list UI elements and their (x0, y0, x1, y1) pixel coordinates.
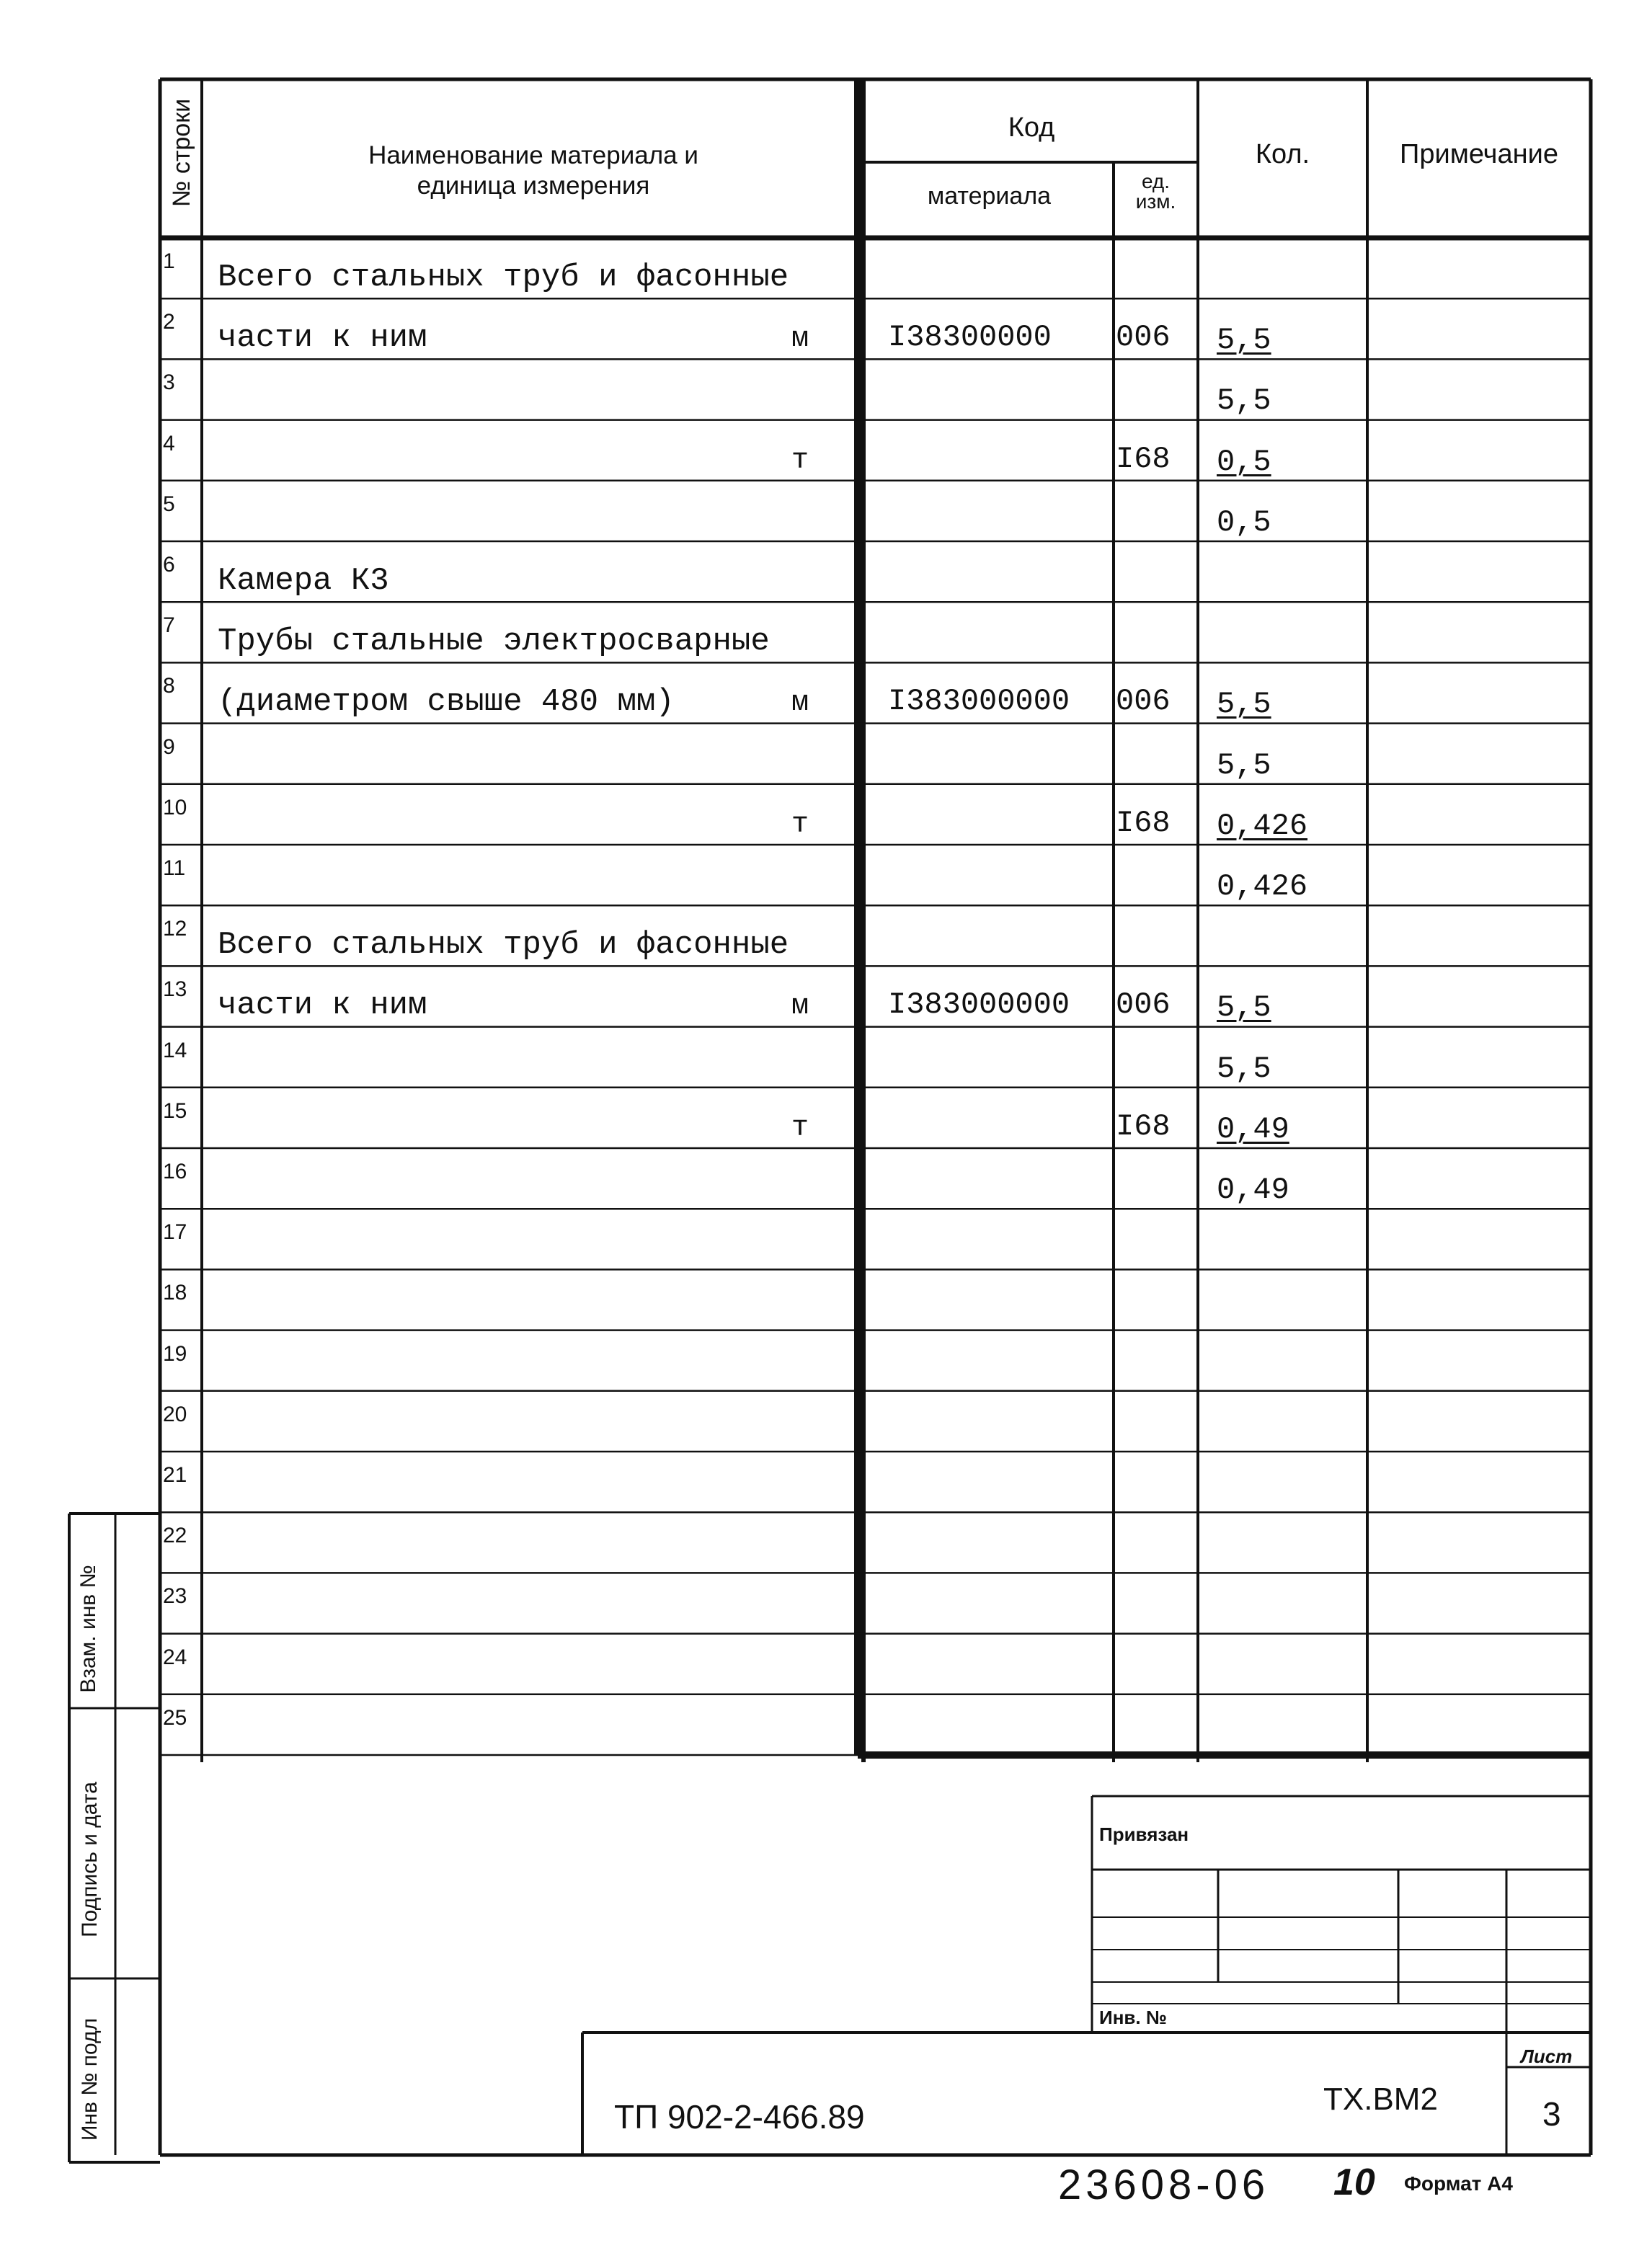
quantity: 0,426 (1217, 808, 1308, 843)
row-number: 20 (163, 1402, 187, 1426)
row-number: 18 (163, 1281, 187, 1305)
material-name: Трубы стальные электросварные (218, 623, 770, 660)
material-code: I38300000 (888, 320, 1052, 355)
row-number: 4 (163, 431, 175, 456)
footer-archive-number: 23608-06 (1058, 2162, 1270, 2208)
row-number: 24 (163, 1645, 187, 1669)
material-unit: т (791, 808, 809, 841)
material-code: I383000000 (888, 684, 1070, 719)
unit-code: 006 (1116, 987, 1171, 1023)
material-name: части к ним (218, 320, 427, 357)
row-number: 22 (163, 1524, 187, 1548)
material-name: части к ним (218, 987, 427, 1024)
title-mark: ТХ.ВМ2 (1323, 2082, 1438, 2117)
material-unit: т (791, 1111, 809, 1145)
row-number: 12 (163, 917, 187, 941)
quantity: 5,5 (1217, 990, 1271, 1026)
row-number: 1 (163, 249, 175, 273)
row-number: 16 (163, 1160, 187, 1183)
row-number: 9 (163, 734, 175, 759)
row-number: 10 (163, 795, 187, 819)
header-name: Наименование материала и единица измерения (368, 141, 698, 200)
material-unit: т (791, 444, 809, 477)
row-number: 8 (163, 674, 175, 698)
quantity: 0,426 (1217, 869, 1308, 904)
row-number: 13 (163, 977, 187, 1002)
footer-page-number: 10 (1333, 2162, 1375, 2203)
material-name: Камера К3 (218, 563, 389, 599)
quantity: 0,49 (1217, 1173, 1289, 1207)
header-quantity: Кол. (1255, 139, 1310, 169)
material-unit: м (791, 990, 809, 1023)
quantity: 5,5 (1217, 747, 1271, 783)
header-code-unit: ед. изм. (1135, 170, 1176, 213)
row-number: 2 (163, 310, 175, 334)
unit-code: 006 (1116, 684, 1171, 719)
unit-code: I68 (1116, 805, 1171, 840)
quantity: 0,49 (1217, 1111, 1289, 1147)
header-note: Примечание (1400, 139, 1558, 169)
stamp-inv-no-podl: Инв № подл (78, 2017, 102, 2141)
header-code-material: материала (927, 182, 1052, 210)
row-number: 23 (163, 1584, 187, 1609)
material-code: I383000000 (888, 987, 1070, 1023)
unit-code: I68 (1116, 1109, 1171, 1144)
title-sheet-number: 3 (1542, 2095, 1561, 2133)
quantity: 5,5 (1217, 323, 1271, 358)
quantity: 5,5 (1217, 383, 1271, 419)
row-number: 11 (163, 856, 186, 880)
material-unit: м (791, 687, 809, 720)
material-name: (диаметром свыше 480 мм) (218, 684, 675, 721)
row-number: 25 (163, 1705, 187, 1730)
unit-code: I68 (1116, 441, 1171, 476)
title-doc-code: ТП 902-2-466.89 (614, 2098, 865, 2136)
row-number: 15 (163, 1098, 187, 1123)
quantity: 0,5 (1217, 505, 1271, 540)
quantity: 0,5 (1217, 444, 1271, 479)
row-number: 14 (163, 1038, 187, 1062)
row-number: 6 (163, 553, 175, 577)
title-inv-no: Инв. № (1099, 2007, 1167, 2028)
stamp-podpis-data: Подпись и дата (78, 1782, 102, 1937)
header-row-number: № строки (168, 98, 195, 208)
footer-format: Формат А4 (1404, 2172, 1513, 2195)
header-code: Код (1008, 112, 1055, 143)
row-number: 3 (163, 370, 175, 395)
material-name: Всего стальных труб и фасонные (218, 259, 789, 296)
row-number: 7 (163, 613, 175, 638)
row-number: 19 (163, 1341, 187, 1366)
quantity: 5,5 (1217, 687, 1271, 722)
material-unit: м (791, 323, 809, 356)
row-number: 17 (163, 1220, 187, 1245)
stamp-vzam-inv: Взам. инв № (76, 1565, 100, 1693)
row-number: 21 (163, 1463, 187, 1487)
title-privyazan: Привязан (1099, 1823, 1189, 1845)
material-name: Всего стальных труб и фасонные (218, 927, 789, 964)
row-number: 5 (163, 492, 175, 516)
unit-code: 006 (1116, 320, 1171, 355)
quantity: 5,5 (1217, 1051, 1271, 1086)
title-list-label: Лист (1521, 2045, 1573, 2067)
